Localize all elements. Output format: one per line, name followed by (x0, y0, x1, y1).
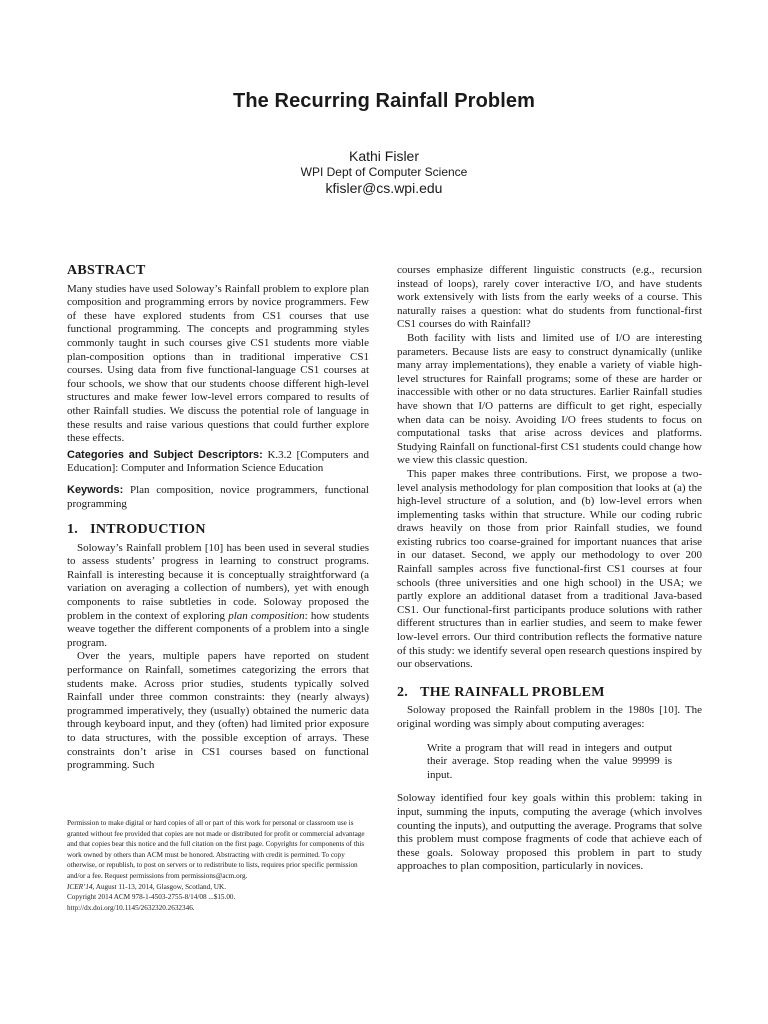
venue-name: ICER’14, (67, 882, 95, 891)
author-affiliation: WPI Dept of Computer Science (300, 165, 468, 179)
rainfall-quote: Write a program that will read in integers and output their average. Stop reading when the value 99999 is input. (427, 741, 672, 781)
right-column (397, 264, 702, 874)
rainfall-paragraph-2: Soloway identified four key goals within this problem: taking in input, summing the inputs, computing the average (which involves counting the inputs), and outputting the average. Programs that solve this problem must compose fragments of code that achieve each of these goals. Soloway proposed this problem in part to study approaches to plan composition, particularly in novices. (397, 792, 702, 873)
categories-label: Categories and Subject Descriptors: (67, 448, 263, 461)
intro-heading (67, 523, 369, 537)
author-email: kfisler@cs.wpi.edu (325, 180, 443, 196)
intro-paragraph-2-continued: courses emphasize different linguistic constructs (e.g., recursion instead of loops), rarely cover interactive I/O, and have students work extensively with lists from the early weeks of a course. This naturally raises a question: what do students from functional-first CS1 courses do with Rainfall? (397, 264, 702, 331)
copyright-line: Copyright 2014 ACM 978-1-4503-2755-8/14/08 ...$15.00. (67, 893, 236, 902)
intro-paragraph-3: Both facility with lists and limited use of I/O are interesting parameters. Because lists are easy to construct dynamically (unlike many array implementations), they enable a variety of viable high-level structures for Rainfall programs; some of these are harder or inaccessible with other or no data structures. Earlier Rainfall studies have shown that I/O patterns are difficult to get right, especially when data can be noisy. Avoiding I/O frees students to focus on computational tasks that arise across devices and platforms. Studying Rainfall on functional-first CS1 students could change how we view this classic question. (397, 331, 702, 467)
rainfall-paragraph-1: Soloway proposed the Rainfall problem in the 1980s [10]. The original wording was simply about computing averages: (397, 704, 702, 730)
intro-p1-emphasis: plan composition (228, 609, 305, 622)
intro-paragraph-1 (67, 542, 369, 651)
keywords-text: Plan composition, novice programmers, functional programming (67, 483, 369, 510)
intro-heading-text: INTRODUCTION (90, 522, 206, 538)
permission-notice: Permission to make digital or hard copies of all or part of this work for personal or classroom use is granted without fee provided that copies are not made or distributed for profit or commercial advantage and that copies bear this notice and the full citation on the first page. Copyrights for components of this work owned by others than ACM must be honored. Abstracting with credit is permitted. To copy otherwise, or republish, to post on servers or to redistribute to lists, requires prior specific permission and/or a fee. Request permissions from permissions@acm.org. (67, 819, 365, 880)
left-column (67, 264, 369, 773)
doi-line: http://dx.doi.org/10.1145/2632320.2632346. (67, 903, 195, 912)
copyright-footnote (67, 818, 369, 913)
author-name: Kathi Fisler (348, 148, 420, 164)
intro-paragraph-2: Over the years, multiple papers have reported on student performance on Rainfall, sometimes categorizing the errors that students make. Across prior studies, students typically solved Rainfall under three common constraints: they (nearly always) programmed imperatively, they (usually) obtained the numeric data through keyboard input, and they (often) had limited prior exposure to data structures, with the possible exception of arrays. These constraints don’t arise in CS1 courses based on functional programming. Such (67, 650, 369, 772)
rainfall-heading-text: THE RAINFALL PROBLEM (420, 684, 605, 700)
intro-section-number: 1. (67, 522, 79, 538)
intro-p1-end: : how students weave together the different components of a problem into a single program. (67, 609, 369, 649)
venue-details: August 11-13, 2014, Glasgow, Scotland, UK. (94, 882, 226, 891)
categories-text: K.3.2 [Computers and Education]: Computer and Information Science Education (67, 448, 369, 475)
rainfall-section-number: 2. (397, 684, 409, 700)
keywords-paragraph (67, 484, 369, 511)
intro-p1-start: Soloway’s Rainfall problem [10] has been used in several studies to assess students’ progress in learning to construct programs. Rainfall is interesting because it is conceptually straightforward (a variation on averaging a collection of numbers), yet with enough components to raise subtleties in code. Soloway proposed the problem in the context of exploring (67, 541, 369, 622)
categories-paragraph (67, 449, 369, 476)
abstract-heading: ABSTRACT (67, 263, 146, 278)
venue-line (67, 882, 369, 893)
rainfall-heading (397, 686, 702, 700)
paper-title: The Recurring Rainfall Problem (233, 90, 535, 112)
intro-paragraph-4: This paper makes three contributions. First, we propose a two-level analysis methodology for plan composition that looks at (a) the high-level structure of a solution, and (b) low-level errors when implementing tasks within that structure. While our coding rubric draws heavily on those from prior Rainfall studies, we found existing rubrics too coarse-grained for important nuances that arise in our dataset. Second, we apply our methodology to over 200 Rainfall samples across five functional-first CS1 courses at four schools (three universities and one high school) in the USA; we partly explore an additional dataset from a traditional Java-based CS1. Our functional-first participants produce solutions with rather different structures than in earlier studies, and seem to make fewer low-level errors. Our third contribution reflects the formative nature of this study: we identify several open research questions inspired by our observations. (397, 467, 702, 671)
keywords-label: Keywords: (67, 483, 124, 496)
abstract-text: Many studies have used Soloway’s Rainfall problem to explore plan composition and programming errors by novice programmers. Few of these have explored students from CS1 courses that use functional programming. The concepts and programming styles commonly taught in such courses give CS1 students more viable plan-composition options than in traditional imperative CS1 courses. Using data from five functional-language CS1 courses at four schools, we show that our students choose different high-level structures and make fewer low-level errors compared to results of other Rainfall studies. We discuss the potential role of language in these results and raise various questions that could further explore these effects. (67, 282, 369, 445)
